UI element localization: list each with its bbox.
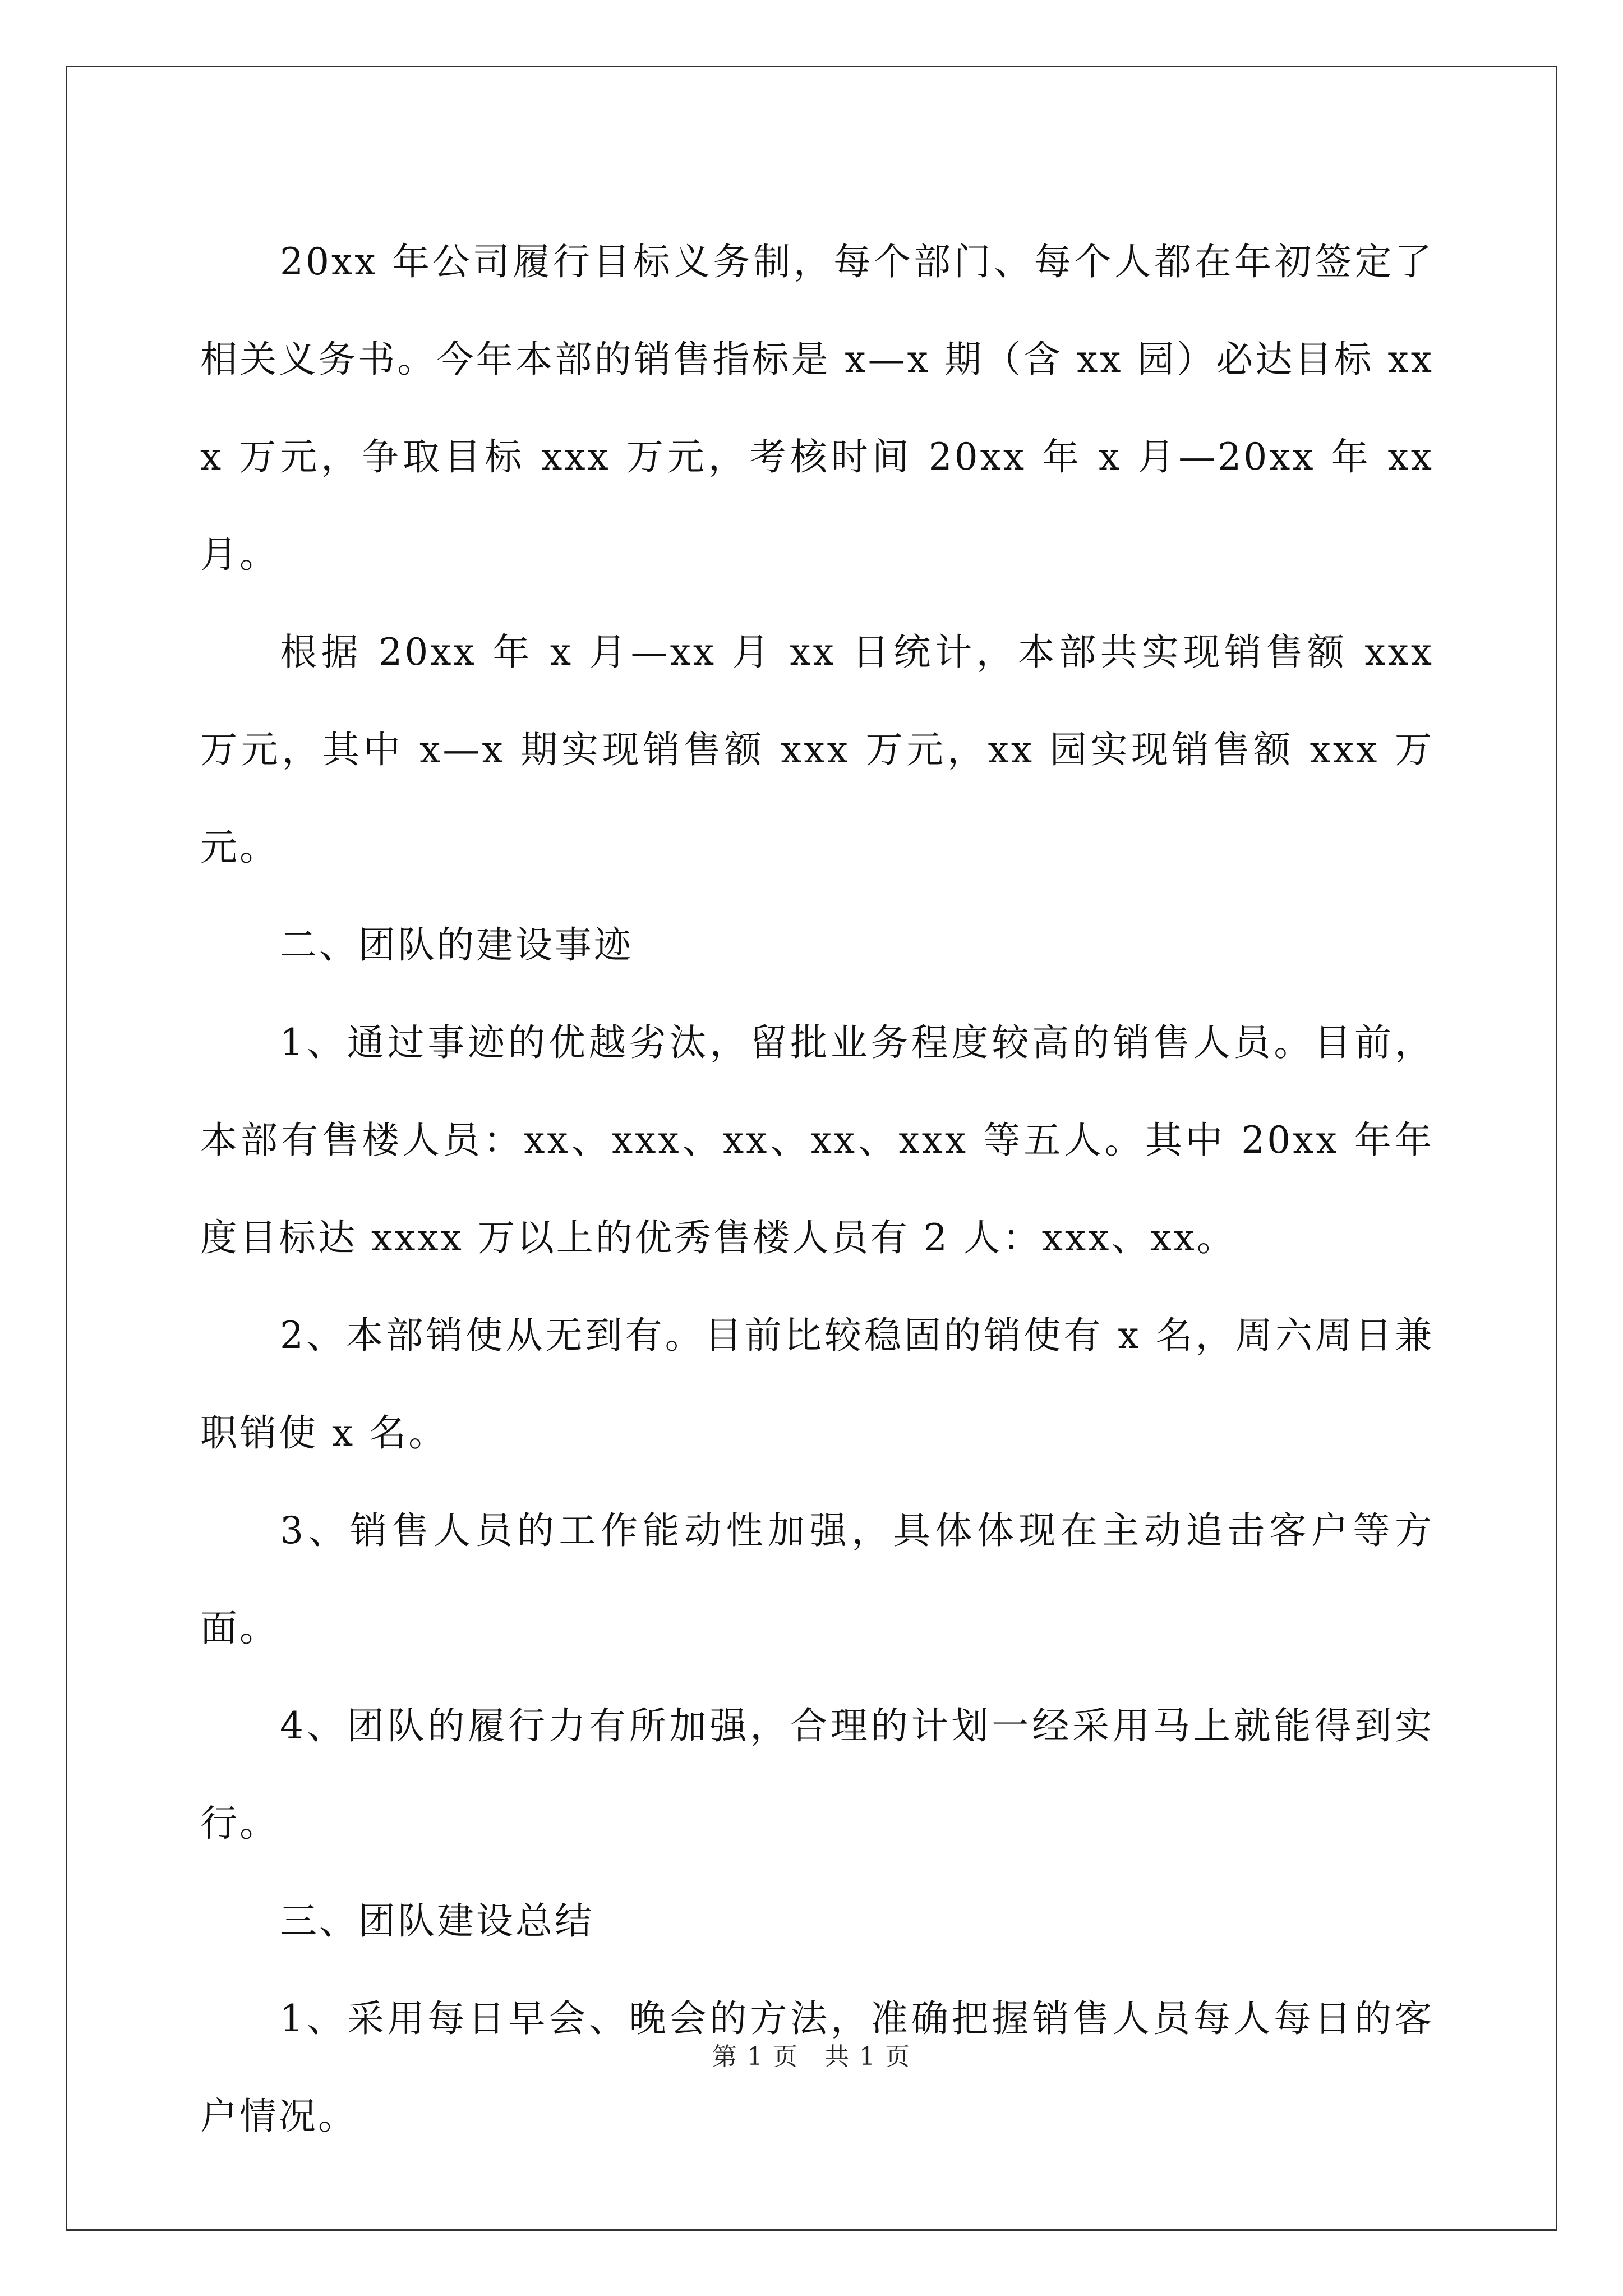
paragraph-goals: 20xx 年公司履行目标义务制，每个部门、每个人都在年初签定了相关义务书。今年本部的销售指标是 x—x 期（含 xx 园）必达目标 xxx 万元，争取目标 xxx 万元，考核时间 20xx 年 x 月—20xx 年 xx 月。 [200,240,1434,576]
section-heading-summary: 三、团队建设总结 [280,1899,594,1943]
list-item-2: 2、本部销使从无到有。目前比较稳固的销使有 x 名，周六周日兼职销使 x 名。 [200,1314,1434,1455]
document-body [200,213,1434,2165]
list-item-1: 1、通过事迹的优越劣汰，留批业务程度较高的销售人员。目前，本部有售楼人员：xx、xxx、xx、xx、xxx 等五人。其中 20xx 年年度目标达 xxxx 万以上的优秀售楼人员有 2 人：xxx、xx。 [200,1021,1434,1259]
summary-item-1: 1、采用每日早会、晚会的方法，准确把握销售人员每人每日的客户情况。 [200,1997,1434,2138]
section-heading-team-building: 二、团队的建设事迹 [280,923,633,967]
list-item-4: 4、团队的履行力有所加强，合理的计划一经采用马上就能得到实行。 [200,1704,1434,1845]
paragraph-sales-stats: 根据 20xx 年 x 月—xx 月 xx 日统计，本部共实现销售额 xxx 万元，其中 x—x 期实现销售额 xxx 万元，xx 园实现销售额 xxx 万元。 [200,631,1434,869]
list-item-3: 3、销售人员的工作能动性加强，具体体现在主动追击客户等方面。 [200,1509,1434,1650]
page-footer: 第 1 页 共 1 页 [712,2042,911,2071]
